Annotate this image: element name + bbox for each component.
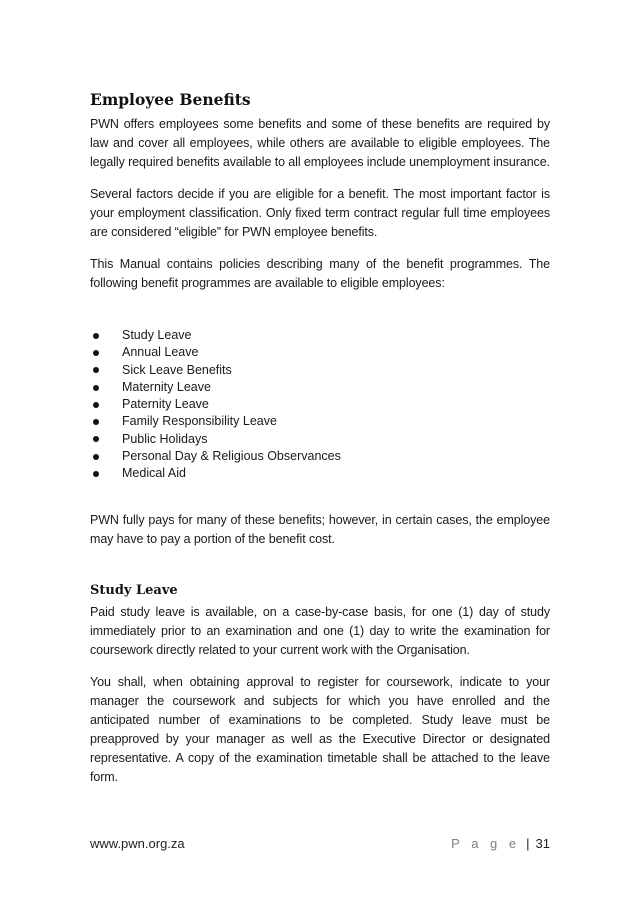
list-item: Family Responsibility Leave <box>90 413 550 430</box>
page-label: P a g e <box>451 836 521 851</box>
list-item: Study Leave <box>90 327 550 344</box>
bullet-icon <box>93 350 99 356</box>
footer-url: www.pwn.org.za <box>90 836 185 851</box>
study-leave-approval-paragraph: You shall, when obtaining approval to register for coursework, indicate to your manager the coursework and subjects for which you have enrolled and the anticipated number of examinations to be completed. Study leave must be preapproved by your manager as well as the Executive Director or designated representative. A copy of the examination timetable shall be attached to the leave form. <box>90 674 550 784</box>
eligibility-paragraph: Several factors decide if you are eligible for a benefit. The most important factor is your employment classification. Only fixed term contract regular full time employees are considered “eligible” for PWN employee benefits. <box>90 187 550 239</box>
study-leave-paragraph: Paid study leave is available, on a case-by-case basis, for one (1) day of study immediately prior to an examination and one (1) day to write the examination for coursework directly related to your current work with the Organisation. <box>90 604 550 657</box>
programmes-paragraph: This Manual contains policies describing many of the benefit programmes. The following benefit programmes are available to eligible employees: <box>90 257 550 290</box>
bullet-icon <box>93 385 99 391</box>
page-number: 31 <box>535 836 550 851</box>
cost-paragraph: PWN fully pays for many of these benefits; however, in certain cases, the employee may have to pay a portion of the benefit cost. <box>90 512 550 546</box>
bullet-icon <box>93 471 99 477</box>
bullet-icon <box>93 402 99 408</box>
page-content <box>90 90 550 787</box>
page-separator: | <box>526 836 530 851</box>
study-leave-title: Study Leave <box>90 582 178 598</box>
list-item: Public Holidays <box>90 431 550 448</box>
bullet-icon <box>93 367 99 373</box>
list-item: Sick Leave Benefits <box>90 362 550 379</box>
bullet-icon <box>93 436 99 442</box>
list-item: Annual Leave <box>90 344 550 361</box>
list-item: Paternity Leave <box>90 396 550 413</box>
list-item: Maternity Leave <box>90 379 550 396</box>
intro-paragraph: PWN offers employees some benefits and some of these benefits are required by law and cover all employees, while others are available to eligible employees. The legally required benefits available to all employees include unemployment insurance. <box>90 117 550 169</box>
bullet-icon <box>93 454 99 460</box>
page-footer <box>90 833 550 855</box>
bullet-icon <box>93 419 99 425</box>
section-title: Employee Benefits <box>90 90 251 109</box>
list-item: Personal Day & Religious Observances <box>90 448 550 465</box>
list-item: Medical Aid <box>90 465 550 482</box>
benefits-list <box>90 327 550 483</box>
bullet-icon <box>93 333 99 339</box>
page-number-box <box>451 836 550 851</box>
